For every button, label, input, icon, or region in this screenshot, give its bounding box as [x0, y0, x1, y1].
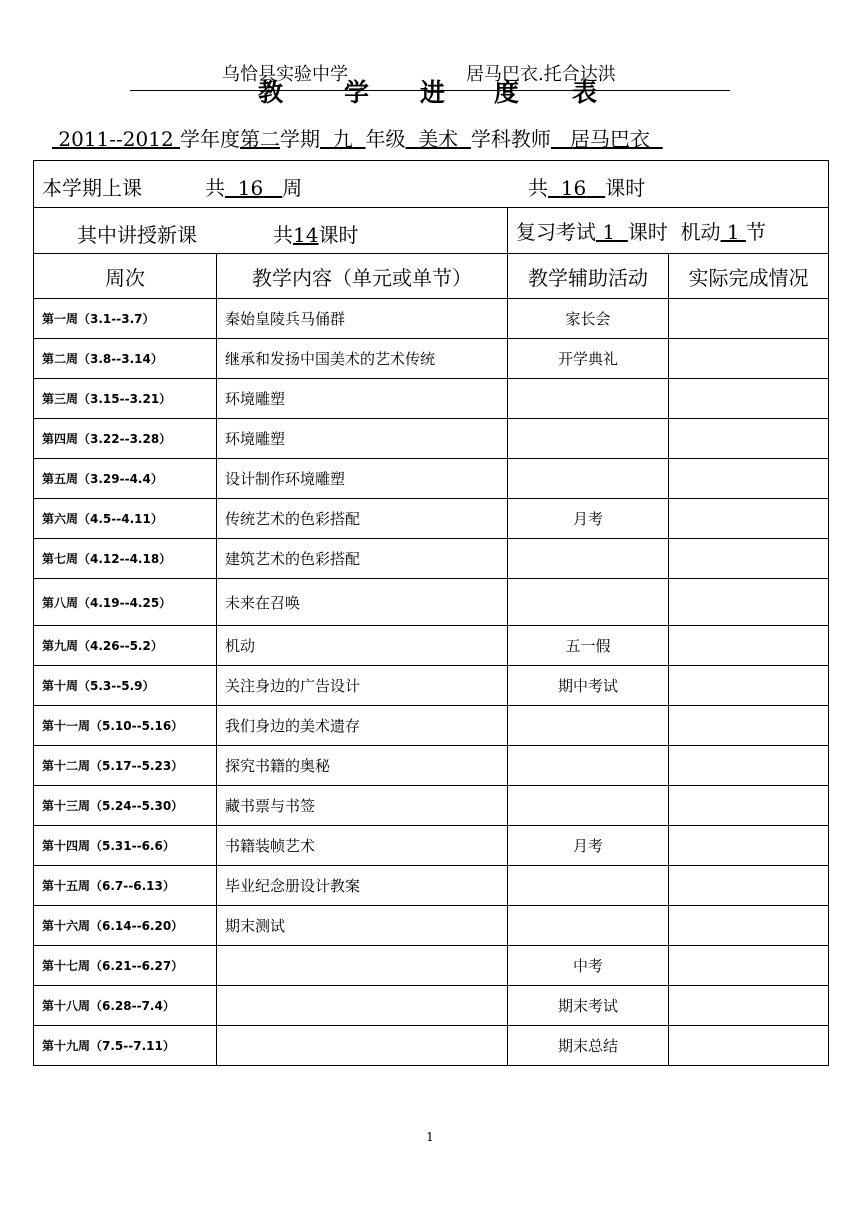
table-row [34, 579, 829, 626]
table-row [34, 539, 829, 579]
content-cell: 秦始皇陵兵马俑群 [217, 299, 508, 339]
content-cell: 机动 [217, 626, 508, 666]
table-row [34, 459, 829, 499]
activity-cell [508, 866, 669, 906]
hours-info: 共 16 课时 [528, 176, 646, 200]
table-row [34, 826, 829, 866]
title-char: 教 [258, 78, 284, 107]
teacher-field: 居马巴衣 [569, 127, 650, 151]
course-info-line [52, 126, 792, 152]
activity-cell [508, 706, 669, 746]
table-row [34, 866, 829, 906]
week-cell: 第十九周（7.5--7.11） [34, 1026, 217, 1066]
week-cell: 第十四周（5.31--6.6） [34, 826, 217, 866]
col-header-activity: 教学辅助活动 [508, 254, 669, 299]
week-cell: 第十二周（5.17--5.23） [34, 746, 217, 786]
status-cell [669, 706, 829, 746]
content-cell: 设计制作环境雕塑 [217, 459, 508, 499]
status-cell [669, 906, 829, 946]
term-summary-row [34, 161, 829, 208]
col-header-week: 周次 [34, 254, 217, 299]
week-cell: 第十六周（6.14--6.20） [34, 906, 217, 946]
content-cell: 毕业纪念册设计教案 [217, 866, 508, 906]
week-cell: 第七周（4.12--4.18） [34, 539, 217, 579]
content-cell: 关注身边的广告设计 [217, 666, 508, 706]
schedule-table [33, 160, 829, 1066]
activity-cell: 月考 [508, 499, 669, 539]
status-cell [669, 666, 829, 706]
content-cell: 藏书票与书签 [217, 786, 508, 826]
content-cell: 书籍装帧艺术 [217, 826, 508, 866]
table-row [34, 339, 829, 379]
activity-cell: 五一假 [508, 626, 669, 666]
status-cell [669, 786, 829, 826]
school-name: 乌恰县实验中学 [222, 64, 348, 85]
content-cell: 期末测试 [217, 906, 508, 946]
activity-cell [508, 379, 669, 419]
term-label: 本学期上课 [42, 176, 142, 200]
content-cell: 环境雕塑 [217, 419, 508, 459]
week-cell: 第十五周（6.7--6.13） [34, 866, 217, 906]
status-cell [669, 946, 829, 986]
table-row [34, 706, 829, 746]
week-cell: 第九周（4.26--5.2） [34, 626, 217, 666]
subject-field: 美术 [418, 127, 459, 151]
week-cell: 第十八周（6.28--7.4） [34, 986, 217, 1026]
content-cell: 我们身边的美术遗存 [217, 706, 508, 746]
grade-field: 九 [332, 127, 353, 151]
status-cell [669, 626, 829, 666]
teacher-label: 学科教师 [470, 127, 551, 151]
status-cell [669, 746, 829, 786]
activity-cell: 家长会 [508, 299, 669, 339]
activity-cell [508, 419, 669, 459]
week-cell: 第五周（3.29--4.4） [34, 459, 217, 499]
content-cell: 建筑艺术的色彩搭配 [217, 539, 508, 579]
content-cell: 探究书籍的奥秘 [217, 746, 508, 786]
status-cell [669, 379, 829, 419]
status-cell [669, 1026, 829, 1066]
status-cell [669, 299, 829, 339]
content-cell: 传统艺术的色彩搭配 [217, 499, 508, 539]
content-cell [217, 946, 508, 986]
table-row [34, 626, 829, 666]
content-cell [217, 1026, 508, 1066]
table-row [34, 746, 829, 786]
week-cell: 第八周（4.19--4.25） [34, 579, 217, 626]
table-row [34, 946, 829, 986]
status-cell [669, 539, 829, 579]
title-char: 度 [494, 78, 520, 107]
table-row [34, 419, 829, 459]
table-row [34, 379, 829, 419]
review-flex-info: 复习考试 1 课时 机动 1 节 [508, 208, 829, 254]
weeks-info: 共 16 周 [205, 176, 303, 200]
status-cell [669, 826, 829, 866]
table-row [34, 499, 829, 539]
year-label: 学年度 [180, 127, 241, 151]
lesson-breakdown-row [34, 208, 829, 254]
week-cell: 第三周（3.15--3.21） [34, 379, 217, 419]
new-lesson-label: 其中讲授新课 [77, 223, 197, 247]
activity-cell [508, 906, 669, 946]
column-header-row [34, 254, 829, 299]
week-cell: 第一周（3.1--3.7） [34, 299, 217, 339]
content-cell: 继承和发扬中国美术的艺术传统 [217, 339, 508, 379]
week-cell: 第十七周（6.21--6.27） [34, 946, 217, 986]
week-cell: 第十周（5.3--5.9） [34, 666, 217, 706]
activity-cell: 期末考试 [508, 986, 669, 1026]
week-cell: 第十一周（5.10--5.16） [34, 706, 217, 746]
content-cell: 未来在召唤 [217, 579, 508, 626]
status-cell [669, 866, 829, 906]
activity-cell: 月考 [508, 826, 669, 866]
title-char: 学 [344, 78, 370, 107]
activity-cell: 期中考试 [508, 666, 669, 706]
week-cell: 第十三周（5.24--5.30） [34, 786, 217, 826]
week-cell: 第六周（4.5--4.11） [34, 499, 217, 539]
status-cell [669, 339, 829, 379]
status-cell [669, 579, 829, 626]
activity-cell [508, 459, 669, 499]
schedule-rows [34, 299, 829, 1066]
grade-label: 年级 [365, 127, 406, 151]
col-header-status: 实际完成情况 [669, 254, 829, 299]
semester-field: 第二 [240, 127, 281, 151]
activity-cell [508, 539, 669, 579]
activity-cell: 开学典礼 [508, 339, 669, 379]
col-header-content: 教学内容（单元或单节） [217, 254, 508, 299]
table-row [34, 1026, 829, 1066]
content-cell [217, 986, 508, 1026]
status-cell [669, 419, 829, 459]
title-char: 表 [572, 78, 598, 107]
title-char: 进 [420, 78, 446, 107]
content-cell: 环境雕塑 [217, 379, 508, 419]
activity-cell [508, 579, 669, 626]
table-row [34, 299, 829, 339]
table-row [34, 666, 829, 706]
new-lesson-hours: 共14课时 [273, 223, 359, 247]
semester-label: 学期 [280, 127, 321, 151]
status-cell [669, 499, 829, 539]
status-cell [669, 986, 829, 1026]
status-cell [669, 459, 829, 499]
author-name: 居马巴衣.托合达洪 [466, 64, 616, 85]
activity-cell: 中考 [508, 946, 669, 986]
page-number: 1 [426, 1130, 434, 1144]
activity-cell [508, 786, 669, 826]
activity-cell [508, 746, 669, 786]
year-field: 2011--2012 [58, 127, 174, 151]
week-cell: 第二周（3.8--3.14） [34, 339, 217, 379]
table-row [34, 986, 829, 1026]
table-row [34, 786, 829, 826]
week-cell: 第四周（3.22--3.28） [34, 419, 217, 459]
table-row [34, 906, 829, 946]
activity-cell: 期末总结 [508, 1026, 669, 1066]
